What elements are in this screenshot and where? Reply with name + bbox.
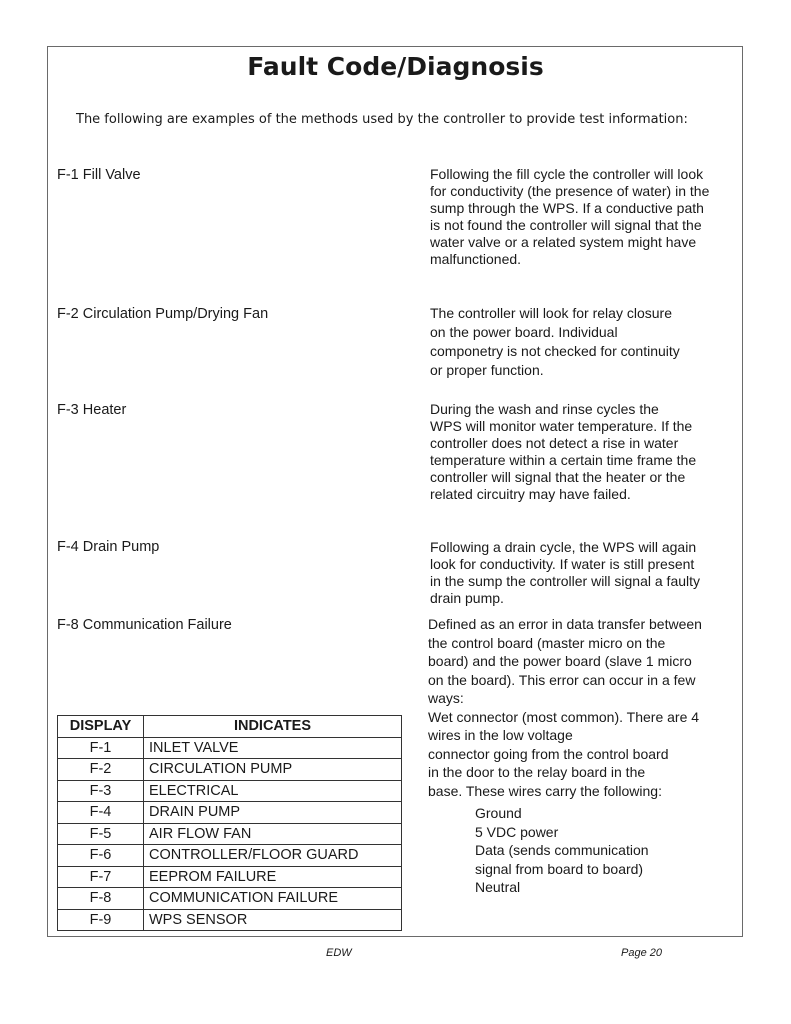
table-row bbox=[58, 866, 402, 888]
table-cell-indicates: INLET VALVE bbox=[144, 737, 402, 759]
table-cell-code: F-5 bbox=[58, 823, 144, 845]
wire-item: Data (sends communication bbox=[475, 842, 649, 858]
table-cell-code: F-9 bbox=[58, 909, 144, 931]
table-cell-code: F-8 bbox=[58, 888, 144, 910]
fault-label-f2: F-2 Circulation Pump/Drying Fan bbox=[57, 306, 269, 322]
fault-label-f4: F-4 Drain Pump bbox=[57, 539, 160, 555]
fault-label-f3: F-3 Heater bbox=[57, 402, 127, 418]
fault-code-table bbox=[57, 715, 402, 931]
wire-item: Ground bbox=[475, 805, 522, 821]
table-row bbox=[58, 823, 402, 845]
footer-doc-code: EDW bbox=[326, 947, 352, 959]
table-row bbox=[58, 737, 402, 759]
table-cell-code: F-4 bbox=[58, 802, 144, 824]
page-title: Fault Code/Diagnosis bbox=[247, 52, 544, 81]
wire-list bbox=[475, 804, 649, 897]
column-header-display: DISPLAY bbox=[58, 716, 144, 738]
table-cell-indicates: CIRCULATION PUMP bbox=[144, 759, 402, 781]
table-cell-code: F-3 bbox=[58, 780, 144, 802]
table-cell-indicates: COMMUNICATION FAILURE bbox=[144, 888, 402, 910]
table-cell-code: F-6 bbox=[58, 845, 144, 867]
table-cell-indicates: DRAIN PUMP bbox=[144, 802, 402, 824]
table-cell-indicates: AIR FLOW FAN bbox=[144, 823, 402, 845]
fault-label-f1: F-1 Fill Valve bbox=[57, 167, 141, 183]
wire-item: Neutral bbox=[475, 879, 521, 895]
table-row bbox=[58, 888, 402, 910]
table-cell-indicates: ELECTRICAL bbox=[144, 780, 402, 802]
table-cell-code: F-2 bbox=[58, 759, 144, 781]
fault-desc-f4: Following a drain cycle, the WPS will again look for conductivity. If water is still present in the sump the controller will signal a faulty drain pump. bbox=[430, 539, 701, 606]
table-header-row bbox=[58, 716, 402, 738]
fault-desc-f3: During the wash and rinse cycles the WPS will monitor water temperature. If the controller does not detect a rise in water temperature within a certain time frame the controller will signal that the heater or the related circuitry may have failed. bbox=[430, 401, 697, 502]
table-cell-indicates: EEPROM FAILURE bbox=[144, 866, 402, 888]
fault-desc-f2: The controller will look for relay closure on the power board. Individual componetry is not checked for continuity or proper function. bbox=[430, 305, 680, 378]
table-cell-code: F-1 bbox=[58, 737, 144, 759]
column-header-indicates: INDICATES bbox=[144, 716, 402, 738]
table-row bbox=[58, 780, 402, 802]
table-row bbox=[58, 759, 402, 781]
table-cell-indicates: CONTROLLER/FLOOR GUARD bbox=[144, 845, 402, 867]
fault-desc-f8: Defined as an error in data transfer between the control board (master micro on the board) and the power board (slave 1 micro on the board). This error can occur in a few ways: Wet connector (most common). There are 4 wires in the low voltage connector going from the control board in the door to the relay board in the base. These wires carry the following: bbox=[428, 616, 702, 799]
table-row bbox=[58, 909, 402, 931]
table-row bbox=[58, 845, 402, 867]
fault-label-f8: F-8 Communication Failure bbox=[57, 617, 232, 633]
wire-item: 5 VDC power bbox=[475, 823, 559, 840]
intro-text: The following are examples of the methods used by the controller to provide test information: bbox=[76, 112, 688, 127]
wire-item: signal from board to board) bbox=[475, 860, 644, 877]
table-row bbox=[58, 802, 402, 824]
fault-desc-f1: Following the fill cycle the controller will look for conductivity (the presence of water) in the sump through the WPS. If a conductive path is not found the controller will signal that the water valve or a related system might have malfunctioned. bbox=[430, 166, 710, 267]
table-cell-code: F-7 bbox=[58, 866, 144, 888]
footer-page-number: Page 20 bbox=[621, 947, 662, 959]
table-cell-indicates: WPS SENSOR bbox=[144, 909, 402, 931]
